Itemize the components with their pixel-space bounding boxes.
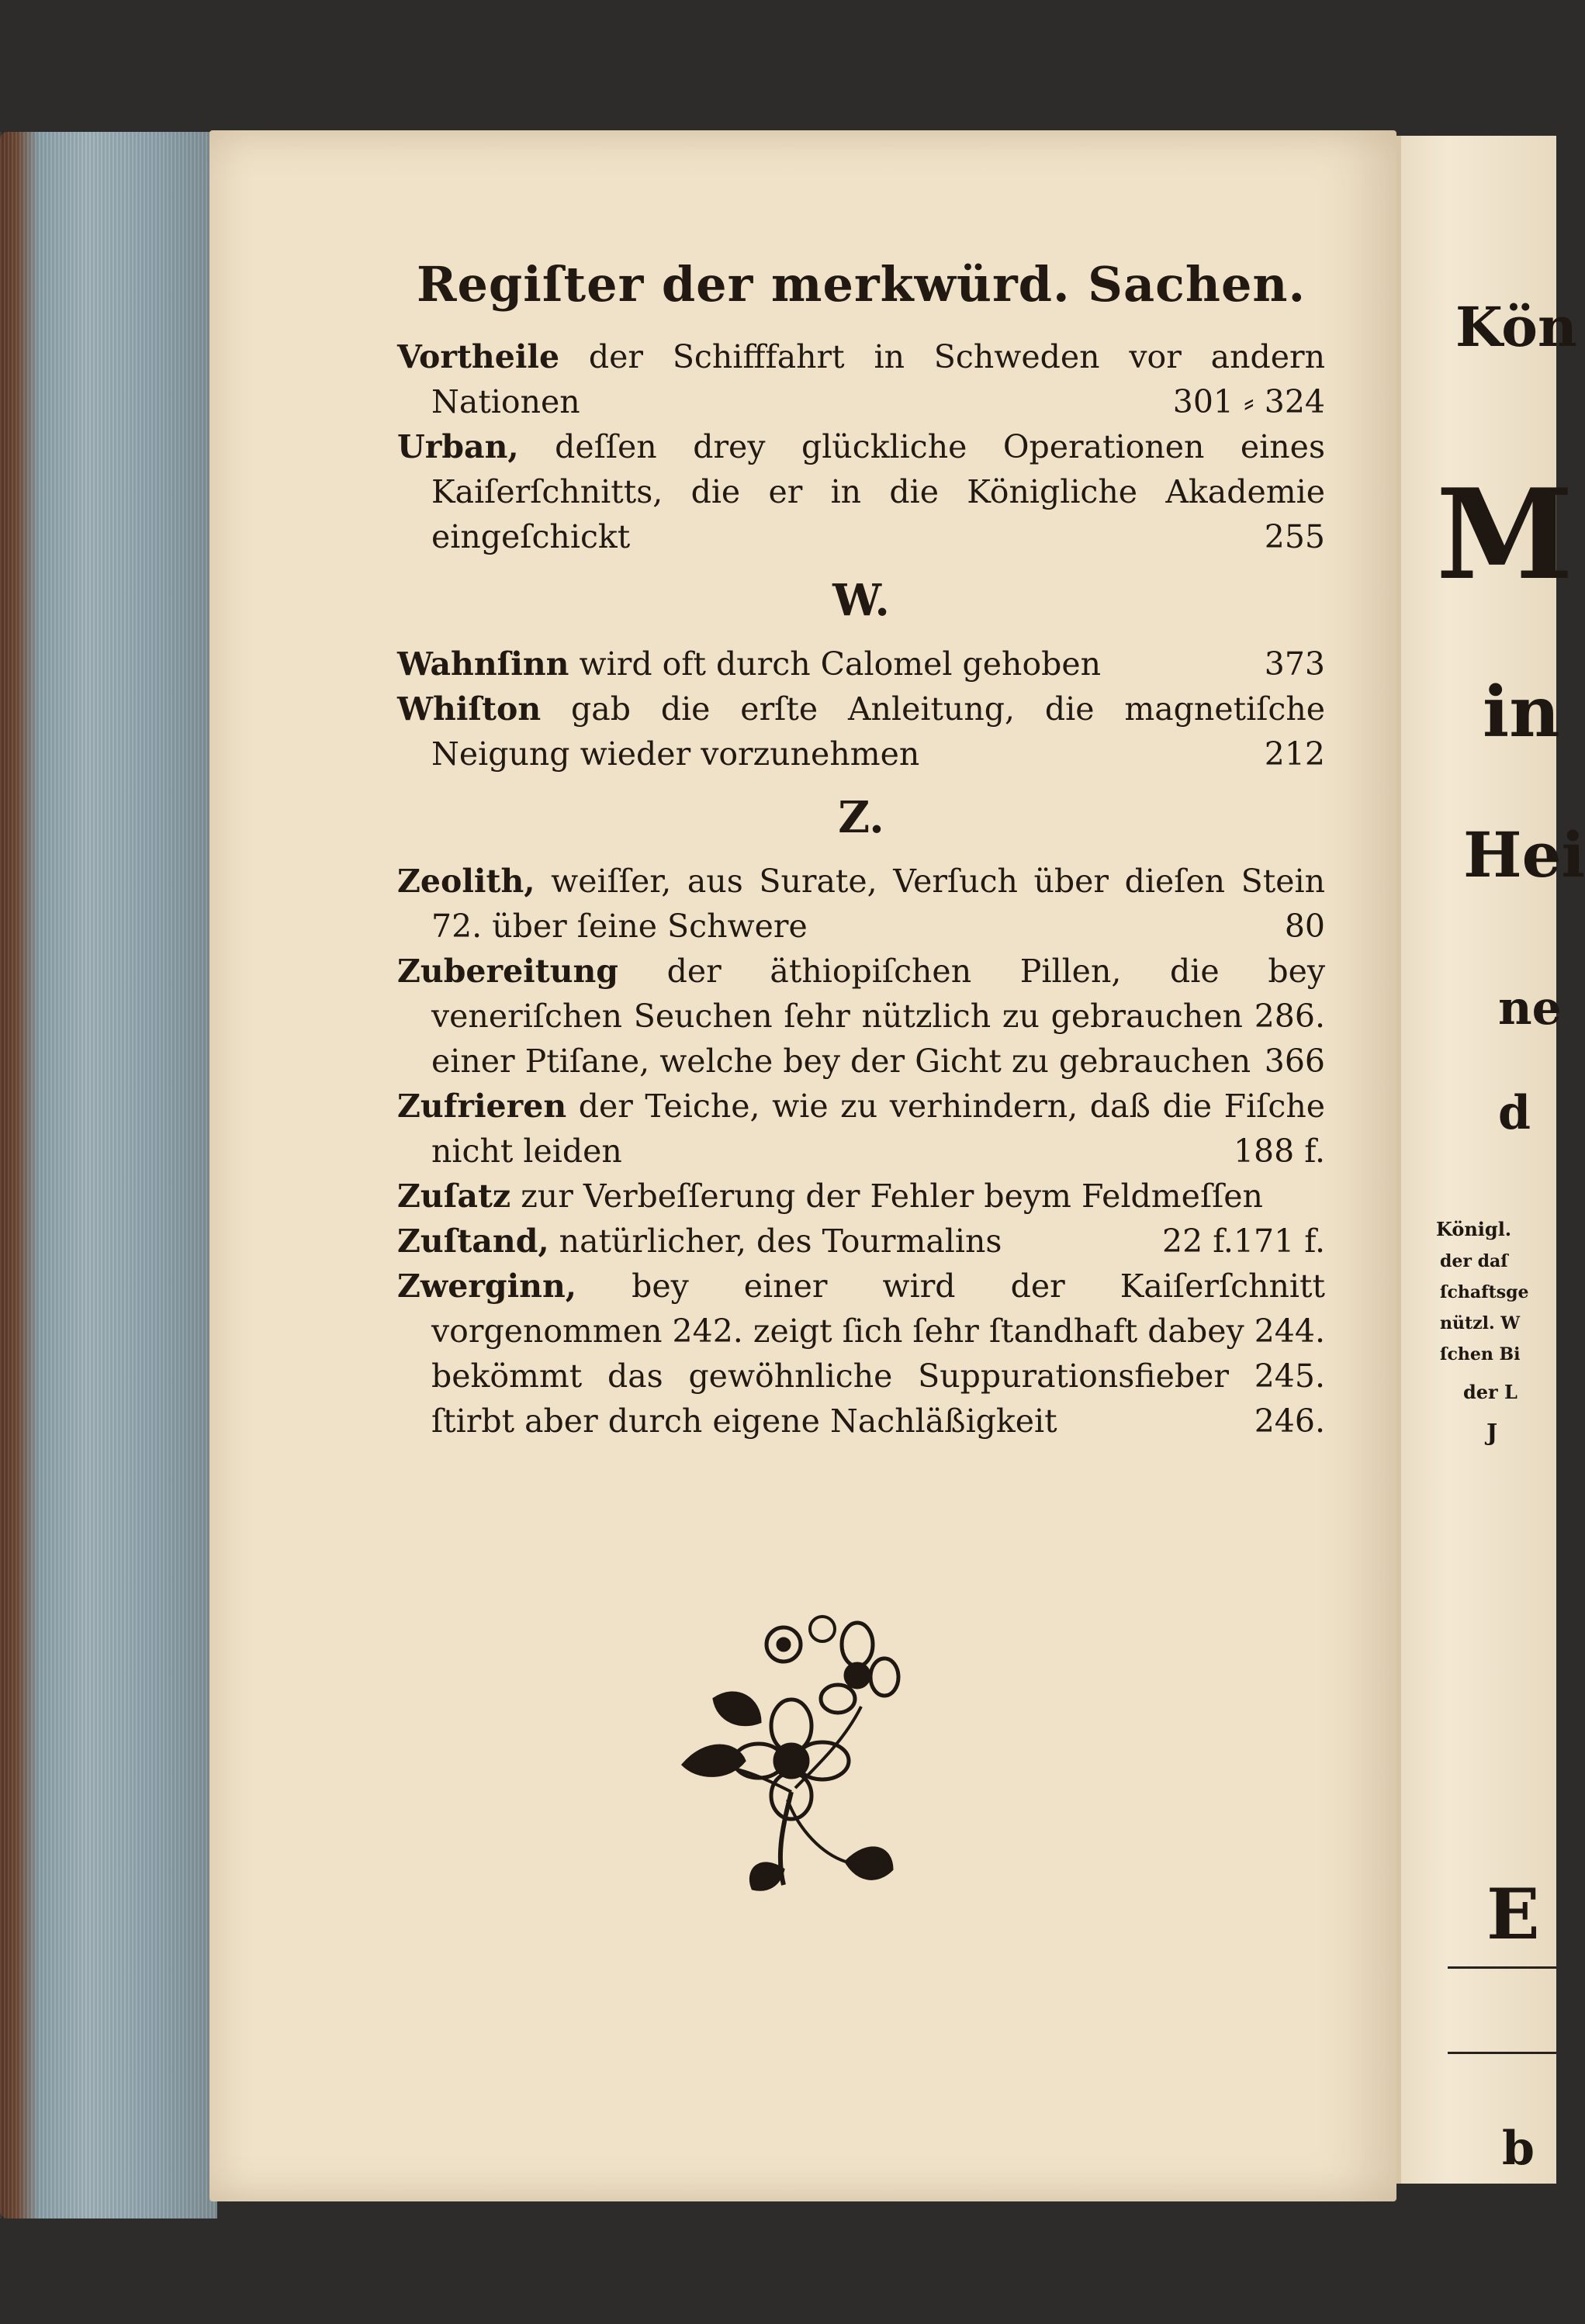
page-reference: 80	[1284, 908, 1325, 945]
entry-description: der äthiopiſchen Pillen, die bey veneriſchen Seuchen ſehr nützlich zu gebrauchen 286. einer Ptiſane, welche bey der Gicht zu gebrauchen	[431, 953, 1325, 1080]
page-reference: 246.	[1254, 1402, 1325, 1440]
page-reference: 255	[1264, 518, 1325, 555]
entry-keyword: Zuſtand,	[397, 1223, 549, 1260]
entry-keyword: Urban,	[397, 428, 519, 465]
page-reference: 373	[1264, 645, 1325, 683]
facing-fragment: Kön	[1455, 295, 1577, 359]
facing-fragment: E	[1486, 1873, 1540, 1956]
page-reference: 212	[1264, 735, 1325, 773]
facing-fragment: d	[1498, 1086, 1531, 1140]
facing-fragment: der L	[1463, 1381, 1518, 1403]
facing-fragment: b	[1502, 2122, 1535, 2176]
entry-description: natürlicher, des Tourmalins	[549, 1223, 1002, 1260]
index-entry	[397, 1084, 1325, 1174]
page-reference: 366	[1264, 1043, 1325, 1080]
entry-description: der Schifffahrt in Schweden vor andern Nationen	[431, 338, 1325, 420]
facing-fragment: ſchen Bi	[1440, 1344, 1521, 1364]
section-letter: W.	[832, 575, 890, 626]
entry-keyword: Zwerginn,	[397, 1267, 577, 1305]
entry-keyword: Zufrieren	[397, 1088, 567, 1125]
entry-keyword: Vortheile	[397, 338, 560, 375]
page-reference: 22 f.	[1162, 1223, 1234, 1260]
entry-description: bey einer wird der Kaiſerſchnitt vorgenommen 242. zeigt ſich ſehr ſtandhaft dabey 244. bekömmt das gewöhnliche Suppurationsfieber 245. ſtirbt aber durch eigene Nachläßigkeit	[431, 1267, 1325, 1440]
index-entry	[397, 859, 1325, 949]
entry-description: zur Verbeſſerung der Fehler beym Feldmeſſen	[510, 1178, 1263, 1215]
index-entry	[397, 949, 1325, 1084]
page-reference: 301 ⸗ 324	[1172, 383, 1325, 420]
facing-fragment: der daſ	[1440, 1251, 1508, 1271]
page-title: Regiſter der merkwürd. Sachen.	[416, 256, 1306, 313]
section-letter: Z.	[838, 792, 884, 843]
facing-fragment: ſchaftsge	[1440, 1282, 1529, 1302]
index-entries	[397, 334, 1325, 1444]
entry-description: der Teiche, wie zu verhindern, daß die Fiſche nicht leiden	[431, 1088, 1325, 1170]
index-content	[397, 233, 1325, 1444]
index-entry	[397, 642, 1325, 686]
facing-fragment: Königl.	[1436, 1218, 1512, 1240]
page-reference: 171 f.	[1233, 1223, 1325, 1260]
facing-rule	[1448, 1966, 1556, 1969]
entry-keyword: Zeolith,	[397, 863, 535, 900]
facing-fragment: Hei	[1463, 818, 1585, 891]
index-entry	[397, 1219, 1325, 1264]
page-reference: 188 f.	[1233, 1133, 1325, 1170]
index-entry	[397, 1264, 1325, 1444]
book-page-edges	[0, 132, 217, 2219]
entry-description: wird oft durch Calomel gehoben	[569, 645, 1102, 683]
entry-keyword: Zuſatz	[397, 1178, 511, 1215]
facing-page-fragment	[1396, 136, 1585, 2184]
entry-keyword: Whiſton	[397, 690, 542, 728]
facing-fragment: M	[1436, 462, 1574, 607]
entry-keyword: Wahnſinn	[397, 645, 569, 683]
entry-description: deſſen drey glückliche Operationen eines Kaiſerſchnitts, die er in die Königliche Akademie eingeſchickt	[431, 428, 1325, 555]
facing-fragment: nützl. W	[1440, 1313, 1521, 1333]
facing-fragment: in	[1483, 671, 1560, 753]
facing-fragment: ne	[1498, 981, 1562, 1036]
entry-description: gab die erſte Anleitung, die magnetiſche Neigung wieder vorzunehmen	[431, 690, 1325, 773]
index-entry	[397, 424, 1325, 559]
index-entry	[397, 686, 1325, 776]
facing-rule	[1448, 2052, 1556, 2054]
entry-keyword: Zubereitung	[397, 953, 618, 990]
entry-description: weiſſer, aus Surate, Verſuch über dieſen Stein 72. über ſeine Schwere	[431, 863, 1325, 945]
floral-vignette-icon	[667, 1606, 900, 1900]
facing-fragment: J	[1486, 1420, 1498, 1447]
index-entry	[397, 334, 1325, 424]
